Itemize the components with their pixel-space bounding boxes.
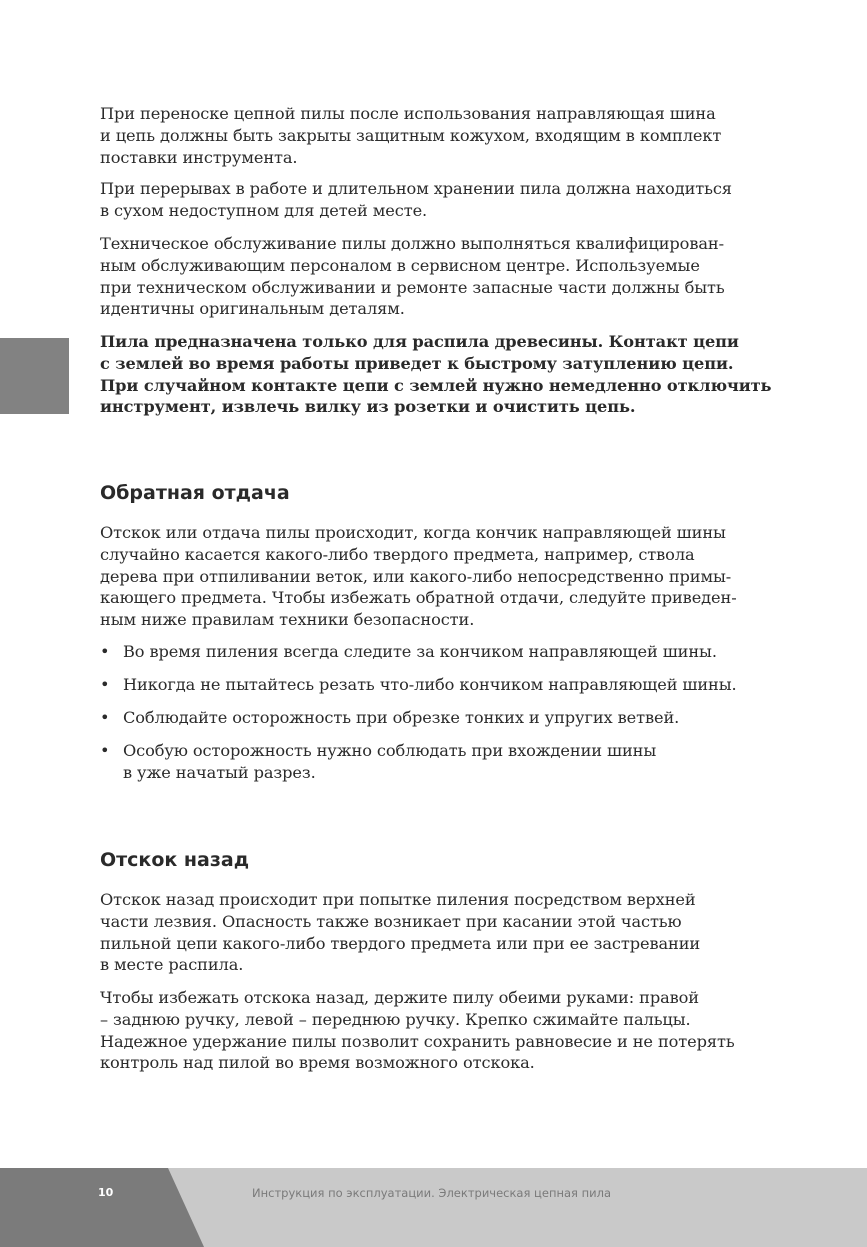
list-item: [100, 641, 717, 663]
bullet-icon: •: [100, 675, 110, 694]
text-line: части лезвия. Опасность также возникает при касании этой частью: [100, 911, 682, 931]
footer-document-title: Инструкция по эксплуатации. Электрическая цепная пила: [252, 1186, 611, 1200]
paragraph-warning-bold: [100, 331, 771, 418]
paragraph-pushback-1: [100, 889, 700, 976]
text-line: в месте распила.: [100, 955, 244, 975]
list-item-text: в уже начатый разрез.: [123, 762, 316, 782]
text-line: с землей во время работы приведет к быстрому затуплению цепи.: [100, 353, 734, 373]
text-line: в сухом недоступном для детей месте.: [100, 200, 428, 220]
paragraph-pushback-2: [100, 987, 735, 1074]
paragraph-carrying: [100, 103, 721, 168]
list-item: [100, 740, 656, 784]
paragraph-storage: [100, 178, 732, 222]
bullet-icon: •: [100, 708, 110, 727]
text-line: Отскок назад происходит при попытке пиления посредством верхней: [100, 890, 696, 909]
text-line: При перерывах в работе и длительном хранении пила должна находиться: [100, 179, 732, 198]
heading-pushback: Отскок назад: [100, 849, 250, 871]
footer-background: [0, 1168, 867, 1247]
text-line: пильной цепи какого-либо твердого предмета или при ее застревании: [100, 933, 701, 953]
paragraph-maintenance: [100, 233, 725, 320]
text-line: Надежное удержание пилы позволит сохранить равновесие и не потерять: [100, 1031, 735, 1051]
page-number: 10: [98, 1186, 114, 1199]
text-line: инструмент, извлечь вилку из розетки и очистить цепь.: [100, 397, 636, 417]
list-item-text: Во время пиления всегда следите за кончиком направляющей шины.: [123, 642, 717, 661]
text-line: кающего предмета. Чтобы избежать обратной отдачи, следуйте приведен-: [100, 588, 737, 608]
text-line: ным ниже правилам техники безопасности.: [100, 610, 475, 630]
text-line: контроль над пилой во время возможного отскока.: [100, 1053, 535, 1073]
text-line: ным обслуживающим персоналом в сервисном центре. Используемые: [100, 255, 700, 275]
text-line: Пила предназначена только для распила древесины. Контакт цепи: [100, 332, 739, 351]
text-line: – заднюю ручку, левой – переднюю ручку. Крепко сжимайте пальцы.: [100, 1009, 691, 1029]
text-line: Чтобы избежать отскока назад, держите пилу обеими руками: правой: [100, 988, 699, 1007]
list-item-text: Никогда не пытайтесь резать что-либо кончиком направляющей шины.: [123, 675, 737, 694]
list-item-text: Особую осторожность нужно соблюдать при вхождении шины: [123, 741, 657, 760]
bullet-icon: •: [100, 642, 110, 661]
text-line: Техническое обслуживание пилы должно выполняться квалифицирован-: [100, 234, 724, 253]
list-item: [100, 707, 679, 729]
section-side-tab: [0, 338, 69, 414]
text-line: при техническом обслуживании и ремонте запасные части должны быть: [100, 277, 725, 297]
text-line: дерева при отпиливании веток, или какого-либо непосредственно примы-: [100, 566, 732, 586]
list-item: [100, 674, 737, 696]
heading-kickback: Обратная отдача: [100, 482, 290, 504]
text-line: поставки инструмента.: [100, 147, 298, 167]
text-line: При случайном контакте цепи с землей нужно немедленно отключить: [100, 375, 772, 395]
text-line: и цепь должны быть закрыты защитным кожухом, входящим в комплект: [100, 125, 722, 145]
bullet-icon: •: [100, 741, 110, 760]
text-line: При переноске цепной пилы после использования направляющая шина: [100, 104, 716, 123]
text-line: Отскок или отдача пилы происходит, когда кончик направляющей шины: [100, 523, 726, 542]
paragraph-kickback-intro: [100, 522, 737, 631]
list-item-text: Соблюдайте осторожность при обрезке тонких и упругих ветвей.: [123, 708, 680, 727]
page-footer: [0, 1168, 867, 1247]
text-line: идентичны оригинальным деталям.: [100, 299, 405, 319]
text-line: случайно касается какого-либо твердого предмета, например, ствола: [100, 544, 695, 564]
